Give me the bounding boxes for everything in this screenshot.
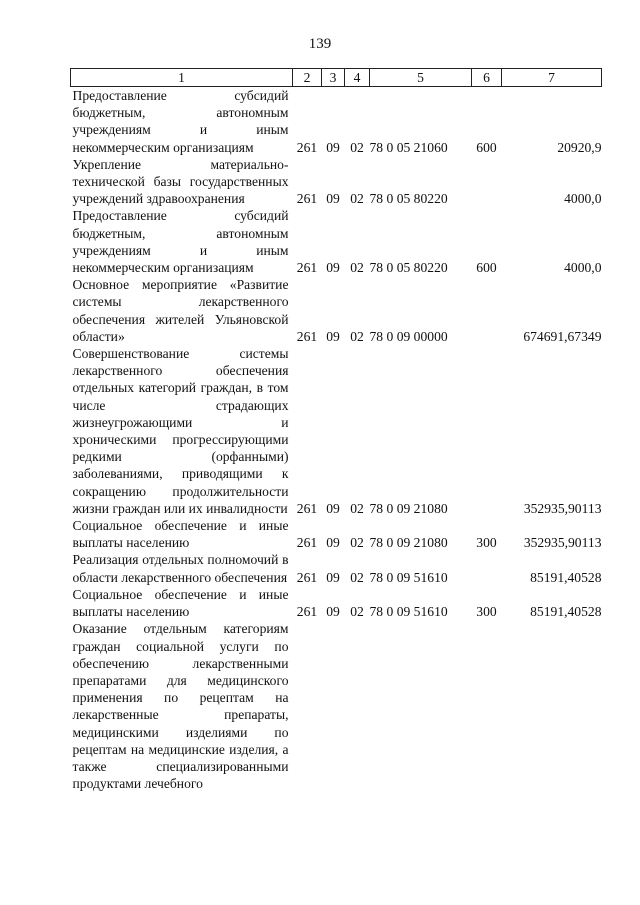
row-subsection-code [345,620,370,792]
row-subsection-code: 02 [350,500,364,516]
row-target-article: 78 0 09 00000 [369,328,448,344]
row-name: Укрепление материально-технической базы государственных учреждений здравоохранения [72,156,289,207]
header-col-4: 4 [345,69,370,87]
header-col-1: 1 [71,69,293,87]
row-expense-type [472,551,502,585]
table-row [71,551,602,585]
header-col-2: 2 [293,69,322,87]
row-section-code: 09 [326,535,340,551]
row-admin-code: 261 [296,260,318,276]
row-name: Социальное обеспечение и иные выплаты населению [72,518,289,551]
row-section-code: 09 [326,604,340,620]
row-expense-type: 600 [476,260,497,276]
table-row [71,276,602,345]
row-amount: 4000,0 [564,191,602,207]
budget-table [70,68,602,792]
row-subsection-code: 02 [350,328,364,344]
row-admin-code: 261 [296,191,318,207]
row-target-article: 78 0 05 80220 [369,260,448,276]
row-amount: 85191,40528 [530,569,602,585]
row-subsection-code: 02 [350,260,364,276]
row-expense-type [472,276,502,345]
row-amount [502,620,602,792]
row-section-code: 09 [326,328,340,344]
row-admin-code [293,620,322,792]
table-row [71,620,602,792]
row-subsection-code: 02 [350,191,364,207]
row-expense-type [472,345,502,517]
row-name: Оказание отдельным категориям граждан социальной услуги по обеспечению лекарственными препаратами для медицинского применения по рецептам на лекарственные препараты, медицинскими изделиями по рецептам на медицинские изделия, а также специализированными продуктами лечебного [72,621,289,792]
row-admin-code: 261 [296,569,318,585]
row-amount: 352935,90113 [523,500,602,516]
page-number: 139 [308,36,332,52]
row-subsection-code: 02 [350,535,364,551]
row-name: Реализация отдельных полномочий в области лекарственного обеспечения [72,552,289,585]
header-col-5: 5 [370,69,472,87]
row-subsection-code: 02 [350,569,364,585]
row-subsection-code: 02 [350,139,364,155]
row-amount: 352935,90113 [523,535,602,551]
header-col-7: 7 [502,69,602,87]
header-col-3: 3 [322,69,345,87]
row-target-article: 78 0 05 21060 [369,139,448,155]
row-amount: 20920,9 [557,139,602,155]
row-target-article: 78 0 09 21080 [369,535,448,551]
table-body [71,87,602,793]
row-section-code [322,620,345,792]
row-expense-type: 300 [476,535,497,551]
row-target-article [370,620,472,792]
row-name: Предоставление субсидий бюджетным, автономным учреждениям и иным некоммерческим организациям [72,88,289,155]
row-name: Предоставление субсидий бюджетным, автономным учреждениям и иным некоммерческим организациям [72,208,289,276]
row-target-article: 78 0 09 21080 [369,500,448,516]
row-amount: 674691,67349 [523,328,602,344]
table-row [71,207,602,276]
header-row [71,69,602,87]
row-target-article: 78 0 09 51610 [369,569,448,585]
row-expense-type [472,156,502,208]
row-admin-code: 261 [296,604,318,620]
row-admin-code: 261 [296,535,318,551]
table-row [71,156,602,208]
row-amount: 4000,0 [564,260,602,276]
table-row [71,517,602,551]
row-section-code: 09 [326,191,340,207]
row-name: Социальное обеспечение и иные выплаты населению [72,586,289,620]
row-subsection-code: 02 [350,604,364,620]
row-expense-type: 300 [476,604,497,620]
header-col-6: 6 [472,69,502,87]
row-target-article: 78 0 09 51610 [369,604,448,620]
table-row [71,87,602,156]
row-amount: 85191,40528 [530,604,602,620]
row-section-code: 09 [326,500,340,516]
row-admin-code: 261 [296,139,318,155]
row-admin-code: 261 [296,328,318,344]
table-row [71,586,602,620]
row-name: Совершенствование системы лекарственного обеспечения отдельных категорий граждан, в том числе страдающих жизнеугрожающими и хроническими прогрессирующими редкими (орфанными) заболеваниями, приводящими к сокращению продолжительности жизни граждан или их инвалидности [72,346,289,516]
row-section-code: 09 [326,260,340,276]
row-section-code: 09 [326,569,340,585]
row-expense-type [472,620,502,792]
table-header [71,69,602,87]
row-section-code: 09 [326,139,340,155]
row-expense-type: 600 [476,139,497,155]
row-admin-code: 261 [296,500,318,516]
row-name: Основное мероприятие «Развитие системы лекарственного обеспечения жителей Ульяновской области» [72,277,289,344]
table-row [71,345,602,517]
row-target-article: 78 0 05 80220 [369,191,448,207]
